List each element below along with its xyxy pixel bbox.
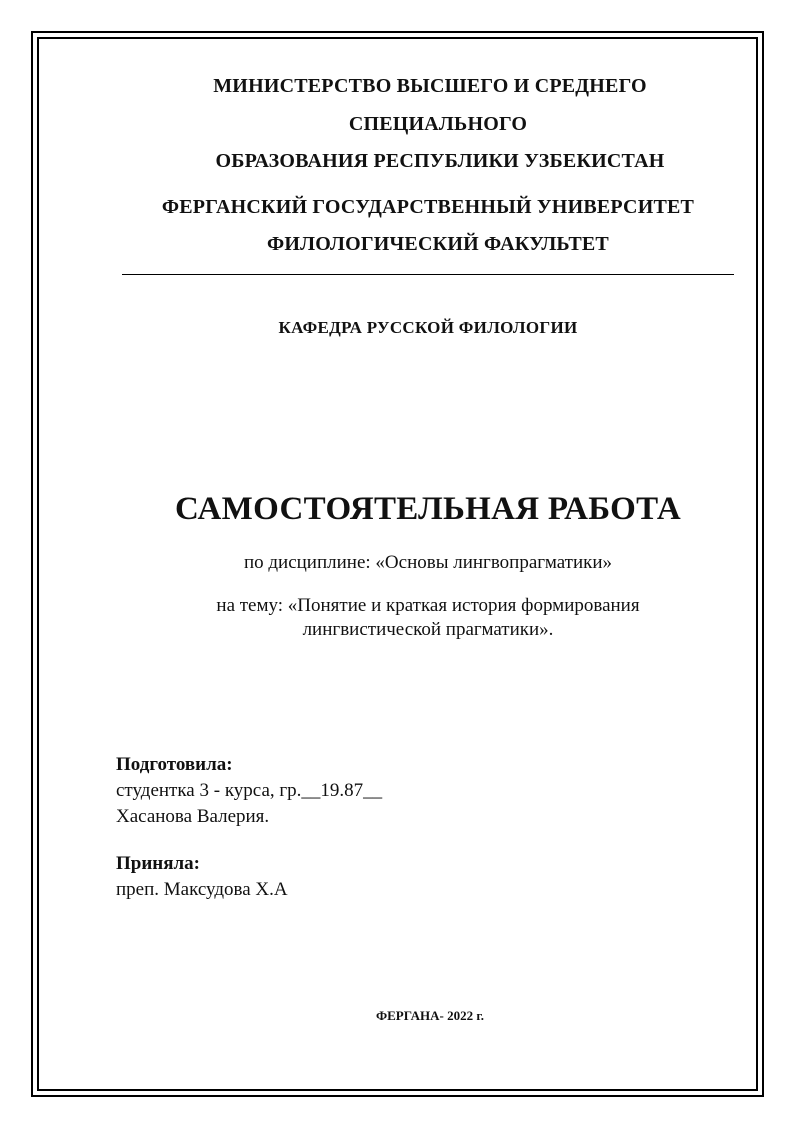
ministry-line-3: ОБРАЗОВАНИЯ РЕСПУБЛИКИ УЗБЕКИСТАН <box>215 150 665 172</box>
faculty-name: ФИЛОЛОГИЧЕСКИЙ ФАКУЛЬТЕТ <box>267 233 609 255</box>
topic-line-1: на тему: «Понятие и краткая история формирования <box>216 595 640 616</box>
accepted-teacher-line: преп. Максудова Х.А <box>116 879 288 900</box>
accepted-label: Приняла: <box>116 853 201 874</box>
prepared-label: Подготовила: <box>116 754 233 775</box>
ministry-line-2: СПЕЦИАЛЬНОГО <box>348 113 528 135</box>
topic-line-2: лингвистической прагматики». <box>302 619 554 640</box>
university-name: ФЕРГАНСКИЙ ГОСУДАРСТВЕННЫЙ УНИВЕРСИТЕТ <box>161 196 695 218</box>
prepared-student-line: студентка 3 - курса, гр.__19.87__ <box>116 780 383 801</box>
header-divider <box>122 274 734 275</box>
prepared-name-line: Хасанова Валерия. <box>116 806 270 827</box>
city-year: ФЕРГАНА- 2022 г. <box>375 1008 485 1023</box>
document-title: САМОСТОЯТЕЛЬНАЯ РАБОТА <box>175 491 681 527</box>
discipline-line: по дисциплине: «Основы лингвопрагматики» <box>243 552 613 573</box>
ministry-line-1: МИНИСТЕРСТВО ВЫСШЕГО И СРЕДНЕГО <box>213 75 647 97</box>
department-name: КАФЕДРА РУССКОЙ ФИЛОЛОГИИ <box>278 318 578 337</box>
